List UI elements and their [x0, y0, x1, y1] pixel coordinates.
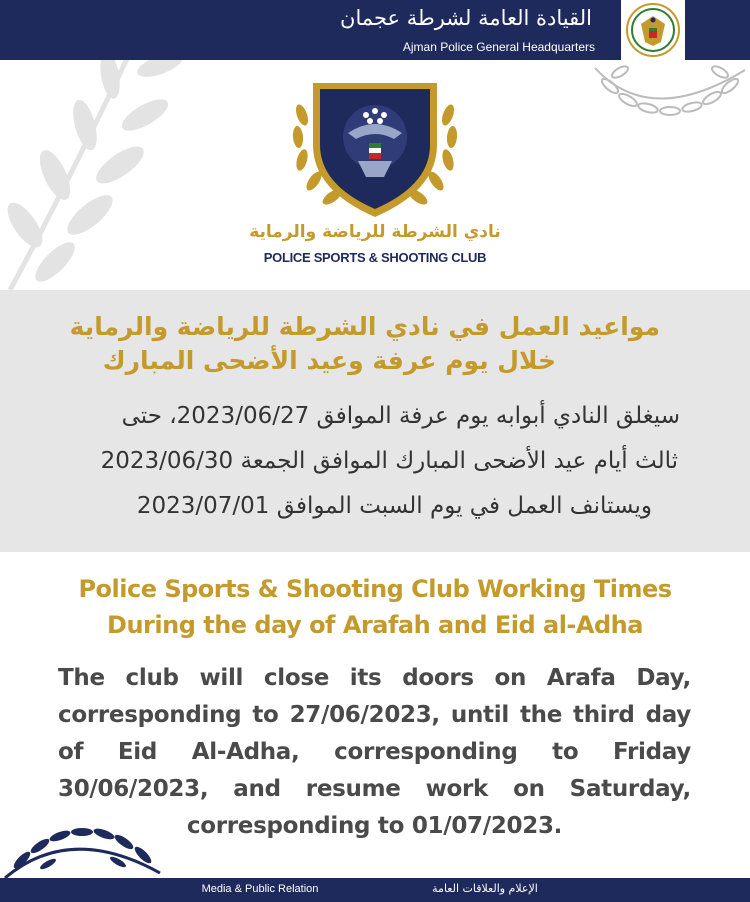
arabic-notice-subtitle: خلال يوم عرفة وعيد الأضحى المبارك — [102, 346, 556, 375]
ajman-police-emblem-icon — [625, 2, 681, 58]
arabic-notice-line: ثالث أيام عيد الأضحى المبارك الموافق الجمعة 2023/06/30 — [100, 448, 678, 474]
english-notice-subtitle: During the day of Arafah and Eid al-Adha — [107, 611, 643, 639]
club-name-arabic: نادي الشرطة للرياضة والرماية — [249, 222, 501, 242]
org-name-arabic: القيادة العامة لشرطة عجمان — [340, 6, 592, 30]
header-bar — [0, 0, 750, 60]
police-sports-club-shield-icon — [288, 75, 462, 220]
org-name-english: Ajman Police General Headquarters — [402, 40, 595, 54]
english-notice-body: The club will close its doors on Arafa Day, corresponding to 27/06/2023, until the third day of Eid Al-Adha, corresponding to Friday 30/06/2023, and resume work on Saturday, corresponding to 01/07/2023. — [58, 665, 691, 839]
arabic-notice-line: ويستانف العمل في يوم السبت الموافق 2023/07/01 — [136, 493, 652, 519]
arabic-notice-line: سيغلق النادي أبوابه يوم عرفة الموافق 2023/06/27، حتى — [121, 403, 680, 429]
footer-department-arabic: الإعلام والعلاقات العامة — [432, 882, 538, 895]
arabic-notice-title: مواعيد العمل في نادي الشرطة للرياضة والرماية — [69, 312, 660, 341]
footer-department-english: Media & Public Relation — [201, 883, 319, 895]
laurel-wreath-icon — [590, 58, 750, 128]
english-notice-title: Police Sports & Shooting Club Working Times — [78, 575, 672, 603]
club-name-english: POLICE SPORTS & SHOOTING CLUB — [263, 250, 487, 265]
footer-bar — [0, 878, 750, 902]
emblem-tile — [621, 0, 685, 60]
arabic-notice-panel — [0, 290, 750, 552]
